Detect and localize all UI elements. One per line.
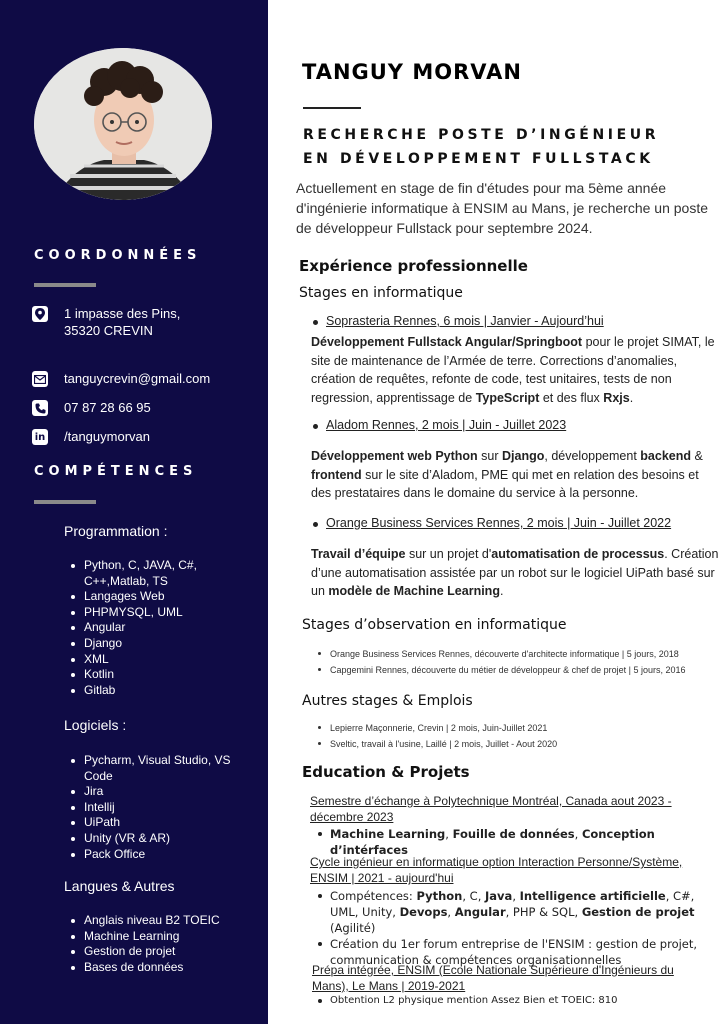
job-desc-orange: Travail d’équipe sur un projet d'automatisation de processus. Création d’une automatisation assistée par un robot sur le logiciel UiPath basé sur un modèle de Machine Learning. <box>311 547 719 598</box>
list-item: Obtention L2 physique mention Assez Bien et TOEIC: 810 <box>316 993 711 1009</box>
position-title <box>303 123 723 171</box>
list-item: Machine Learning <box>70 929 240 945</box>
list-item: Sveltic, travail à l'usine, Laillé | 2 mois, Juillet - Aout 2020 <box>316 736 724 752</box>
linkedin-icon: in <box>32 429 48 445</box>
list-item: Orange Business Services Rennes, découverte d'architecte informatique | 5 jours, 2018 <box>316 646 724 662</box>
programmation-title: Programmation : <box>64 523 168 539</box>
edu-list-ensim <box>316 888 711 968</box>
observation-list <box>316 646 724 678</box>
logiciels-title: Logiciels : <box>64 717 127 733</box>
list-item: Kotlin <box>70 667 240 683</box>
email-text[interactable]: tanguycrevin@gmail.com <box>64 371 211 386</box>
list-item: Pycharm, Visual Studio, VS Code <box>70 753 240 784</box>
name-divider <box>303 107 361 109</box>
linkedin-text[interactable]: /tanguymorvan <box>64 429 150 444</box>
linkedin[interactable] <box>32 428 150 445</box>
coordonnees-title: COORDONNÉES <box>34 248 202 263</box>
job-bullet <box>313 320 318 325</box>
observation-title: Stages d’observation en informatique <box>302 617 567 633</box>
list-item: Anglais niveau B2 TOEIC <box>70 913 240 929</box>
address-line1: 1 impasse des Pins, <box>64 306 181 321</box>
list-item: Lepierre Maçonnerie, Crevin | 2 mois, Juin-Juillet 2021 <box>316 720 724 736</box>
list-item: Gestion de projet <box>70 944 240 960</box>
list-item: Capgemini Rennes, découverte du métier de développeur & chef de projet | 5 jours, 2016 <box>316 662 724 678</box>
list-item: Bases de données <box>70 960 240 976</box>
mail-icon <box>32 371 48 387</box>
edu-title-ensim: Cycle ingénieur en informatique option Interaction Personne/Système, ENSIM | 2021 - aujourd'hui <box>310 855 683 885</box>
list-item: Jira <box>70 784 240 800</box>
list-item: Unity (VR & AR) <box>70 831 240 847</box>
job-title-sopra: Soprasteria Rennes, 6 mois | Janvier - Aujourd’hui <box>326 314 604 328</box>
list-item: Gitlab <box>70 683 240 699</box>
candidate-name: TANGUY MORVAN <box>302 60 522 84</box>
list-item: Angular <box>70 620 240 636</box>
list-item: UiPath <box>70 815 240 831</box>
email[interactable] <box>32 370 210 387</box>
location-pin-icon <box>32 306 48 322</box>
education-title: Education & Projets <box>302 763 470 781</box>
list-item: Compétences: Python, C, Java, Intelligence artificielle, C#, UML, Unity, Devops, Angular, PHP & SQL, Gestion de projet (Agilité) <box>316 888 711 936</box>
job-bullet <box>313 522 318 527</box>
job-desc-aladom: Développement web Python sur Django, développement backend & frontend sur le site d’Aladom, PME qui met en relation des besoins et des prestataires dans le domaine du service à la personne. <box>311 449 703 500</box>
stages-title: Stages en informatique <box>299 285 463 301</box>
edu-title-montreal: Semestre d’échange à Polytechnique Montréal, Canada aout 2023 - décembre 2023 <box>310 794 672 824</box>
job-bullet <box>313 424 318 429</box>
job-title-orange: Orange Business Services Rennes, 2 mois | Juin - Juillet 2022 <box>326 516 672 530</box>
competences-title: COMPÉTENCES <box>34 464 198 479</box>
list-item: Intellij <box>70 800 240 816</box>
list-item: XML <box>70 652 240 668</box>
phone[interactable] <box>32 399 151 416</box>
profile-photo <box>34 48 212 200</box>
list-item: Langages Web <box>70 589 240 605</box>
list-item: Python, C, JAVA, C#, C++,Matlab, TS <box>70 558 240 589</box>
autres-list <box>316 720 724 752</box>
experience-title: Expérience professionnelle <box>299 257 528 275</box>
list-item: Django <box>70 636 240 652</box>
autres-title: Autres stages & Emplois <box>302 693 473 709</box>
list-item: Pack Office <box>70 847 240 863</box>
sidebar <box>0 0 268 1024</box>
competences-divider <box>34 500 96 504</box>
phone-text[interactable]: 07 87 28 66 95 <box>64 400 151 415</box>
list-item: PHPMYSQL, UML <box>70 605 240 621</box>
phone-icon <box>32 400 48 416</box>
position-line2: EN DÉVELOPPEMENT FULLSTACK <box>303 151 654 167</box>
list-item: Machine Learning, Fouille de données, Conception d’intérfaces <box>316 826 711 858</box>
list-item: Création du 1er forum entreprise de l'ENSIM : gestion de projet, communication & compétences organisationnelles <box>316 936 711 968</box>
position-line1: RECHERCHE POSTE D’INGÉNIEUR <box>303 127 660 143</box>
edu-list-prepa <box>316 993 711 1009</box>
job-desc-sopra: Développement Fullstack Angular/Springboot pour le projet SIMAT, le site de maintenance de l’Armée de terre. Corrections d’anomalies, création de requêtes, refonte de code, test unitaires, tests de non regression, apprentissage de TypeScript et des flux Rxjs. <box>311 335 715 405</box>
langues-list <box>70 913 240 975</box>
address-line2: 35320 CREVIN <box>64 323 153 338</box>
job-title-aladom: Aladom Rennes, 2 mois | Juin - Juillet 2023 <box>326 418 567 432</box>
intro-text: Actuellement en stage de fin d'études pour ma 5ème année d'ingénierie informatique à ENSIM au Mans, je recherche un poste de développeur Fullstack pour septembre 2024. <box>296 180 709 236</box>
main-content <box>268 0 724 1024</box>
address <box>32 305 180 339</box>
avatar-illustration <box>34 48 212 200</box>
logiciels-list <box>70 753 240 862</box>
programmation-list <box>70 558 240 698</box>
edu-title-prepa: Prépa intégrée, ENSIM (Ecole Nationale Supérieure d'Ingénieurs du Mans), Le Mans | 2019-2021 <box>312 963 674 993</box>
coordonnees-divider <box>34 283 96 287</box>
langues-title: Langues & Autres <box>64 878 175 894</box>
